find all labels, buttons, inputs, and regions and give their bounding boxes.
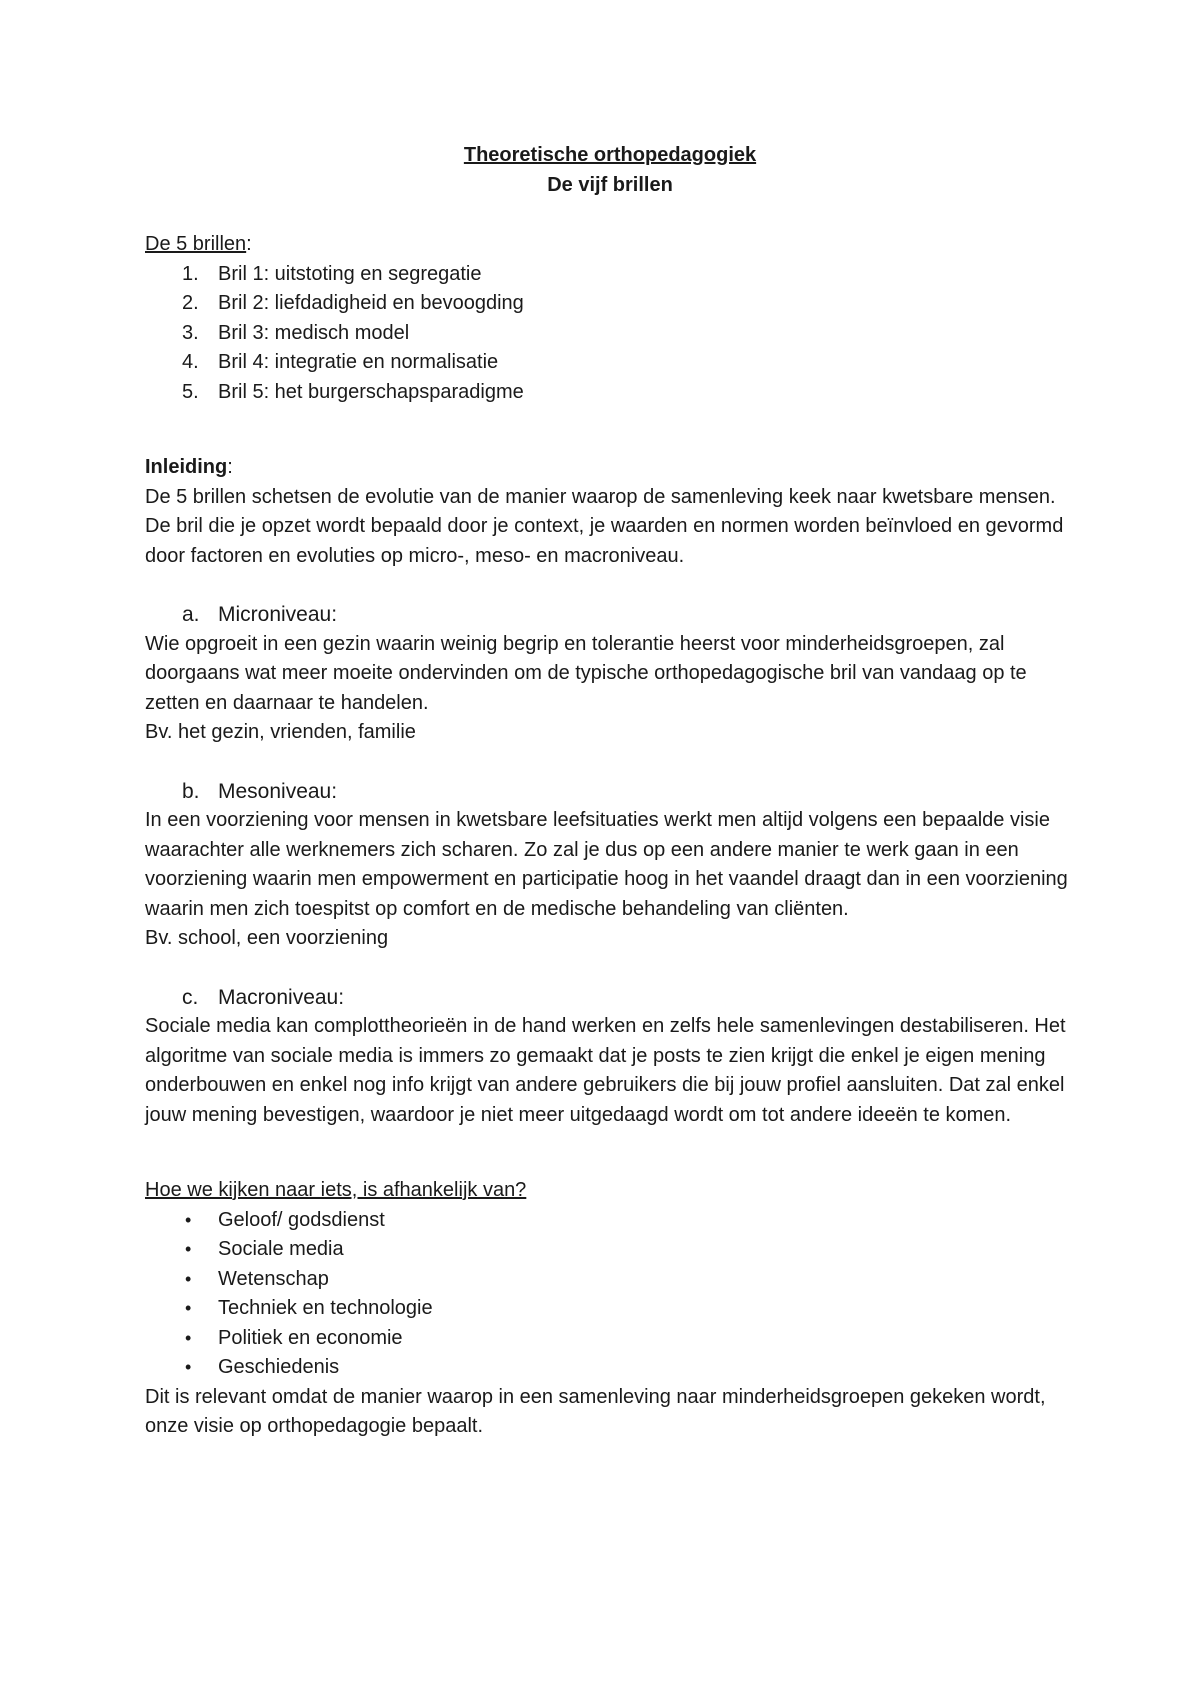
list-number: 4. — [182, 351, 199, 373]
list-item — [145, 1294, 1075, 1324]
list-item-text: Techniek en technologie — [218, 1297, 433, 1319]
list-item — [145, 1206, 1075, 1236]
list-item-text: Bril 2: liefdadigheid en bevoogding — [218, 292, 524, 314]
list-item — [145, 1265, 1075, 1295]
bullet-icon: • — [185, 1357, 192, 1377]
list-number: 1. — [182, 262, 199, 285]
list-item — [145, 1235, 1075, 1265]
document-title: Theoretische orthopedagogiek — [463, 144, 757, 166]
macro-letter: c. — [182, 985, 199, 1009]
bullet-icon: • — [185, 1209, 192, 1230]
brillen-heading: De 5 brillen — [145, 233, 247, 255]
list-item — [145, 260, 1075, 290]
list-item-text: Bril 5: het burgerschapsparadigme — [218, 380, 524, 403]
list-number: 5. — [182, 380, 199, 403]
list-number: 3. — [182, 321, 199, 344]
micro-heading-line — [145, 600, 1075, 630]
brillen-list — [145, 260, 1075, 408]
bullet-icon: • — [185, 1268, 192, 1289]
inleiding-paragraph-2: De bril die je opzet wordt bepaald door je context, je waarden en normen worden beïnvloed en gevormd door factoren en evoluties op micro-, meso- en macroniveau. — [145, 515, 1064, 567]
micro-letter: a. — [182, 603, 200, 626]
inleiding-paragraph-1: De 5 brillen schetsen de evolutie van de manier waarop de samenleving keek naar kwetsbare mensen. — [145, 485, 1056, 508]
list-item-text: Geschiedenis — [218, 1356, 340, 1378]
list-item — [145, 319, 1075, 349]
list-item-text: Politiek en economie — [218, 1326, 403, 1349]
inleiding-heading: Inleiding — [145, 456, 228, 478]
list-item — [145, 1324, 1075, 1354]
bullet-icon: • — [185, 1327, 192, 1348]
afhankelijk-heading: Hoe we kijken naar iets, is afhankelijk van? — [145, 1179, 527, 1201]
list-item-text: Wetenschap — [218, 1267, 329, 1290]
list-item-text: Geloof/ godsdienst — [218, 1208, 385, 1231]
list-item-text: Sociale media — [218, 1238, 344, 1260]
list-item — [145, 378, 1075, 408]
micro-heading: Microniveau: — [218, 603, 338, 626]
meso-heading-line — [145, 777, 1075, 807]
macro-heading-line — [145, 983, 1075, 1013]
meso-letter: b. — [182, 779, 200, 803]
list-item — [145, 348, 1075, 378]
list-item-text: Bril 1: uitstoting en segregatie — [218, 262, 482, 285]
list-item-text: Bril 3: medisch model — [218, 321, 410, 344]
inleiding-heading-line — [145, 453, 1075, 483]
bullet-icon: • — [185, 1239, 192, 1259]
bullet-icon: • — [185, 1298, 192, 1318]
document-subtitle: De vijf brillen — [547, 173, 673, 196]
inleiding-heading-colon: : — [227, 456, 233, 478]
macro-heading: Macroniveau: — [218, 985, 345, 1009]
meso-example: Bv. school, een voorziening — [145, 927, 389, 949]
list-item — [145, 289, 1075, 319]
brillen-heading-line — [145, 230, 1075, 260]
brillen-heading-colon: : — [246, 233, 252, 255]
macro-text: Sociale media kan complottheorieën in de hand werken en zelfs hele samenlevingen destabiliseren. Het algoritme van sociale media is immers zo gemaakt dat je posts te zien krijgt die enkel je eigen mening onderbouwen en enkel nog info krijgt van andere gebruikers die bij jouw profiel aansluiten. Dat zal enkel jouw mening bevestigen, waardoor je niet meer uitgedaagd wordt om tot andere ideeën te komen. — [145, 1015, 1066, 1126]
afhankelijk-list — [145, 1206, 1075, 1383]
micro-text: Wie opgroeit in een gezin waarin weinig begrip en tolerantie heerst voor minderheidsgroepen, zal doorgaans wat meer moeite ondervinden om de typische orthopedagogische bril van vandaag op te zetten en daarnaar te handelen. — [145, 632, 1027, 714]
title-block — [145, 141, 1075, 200]
micro-example: Bv. het gezin, vrienden, familie — [145, 721, 416, 743]
document-page — [145, 141, 1075, 1442]
meso-text: In een voorziening voor mensen in kwetsbare leefsituaties werkt men altijd volgens een bepaalde visie waarachter alle werknemers zich scharen. Zo zal je dus op een andere manier te werk gaan in een voorziening waarin men empowerment en participatie hoog in het vaandel draagt dan in een voorziening waarin men zich toespitst op comfort en de medische behandeling van cliënten. — [145, 809, 1068, 920]
meso-heading: Mesoniveau: — [218, 779, 338, 803]
list-number: 2. — [182, 292, 199, 314]
list-item — [145, 1353, 1075, 1383]
list-item-text: Bril 4: integratie en normalisatie — [218, 351, 499, 373]
afhankelijk-conclusion: Dit is relevant omdat de manier waarop in een samenleving naar minderheidsgroepen gekeken wordt, onze visie op orthopedagogie bepaalt. — [145, 1385, 1046, 1437]
